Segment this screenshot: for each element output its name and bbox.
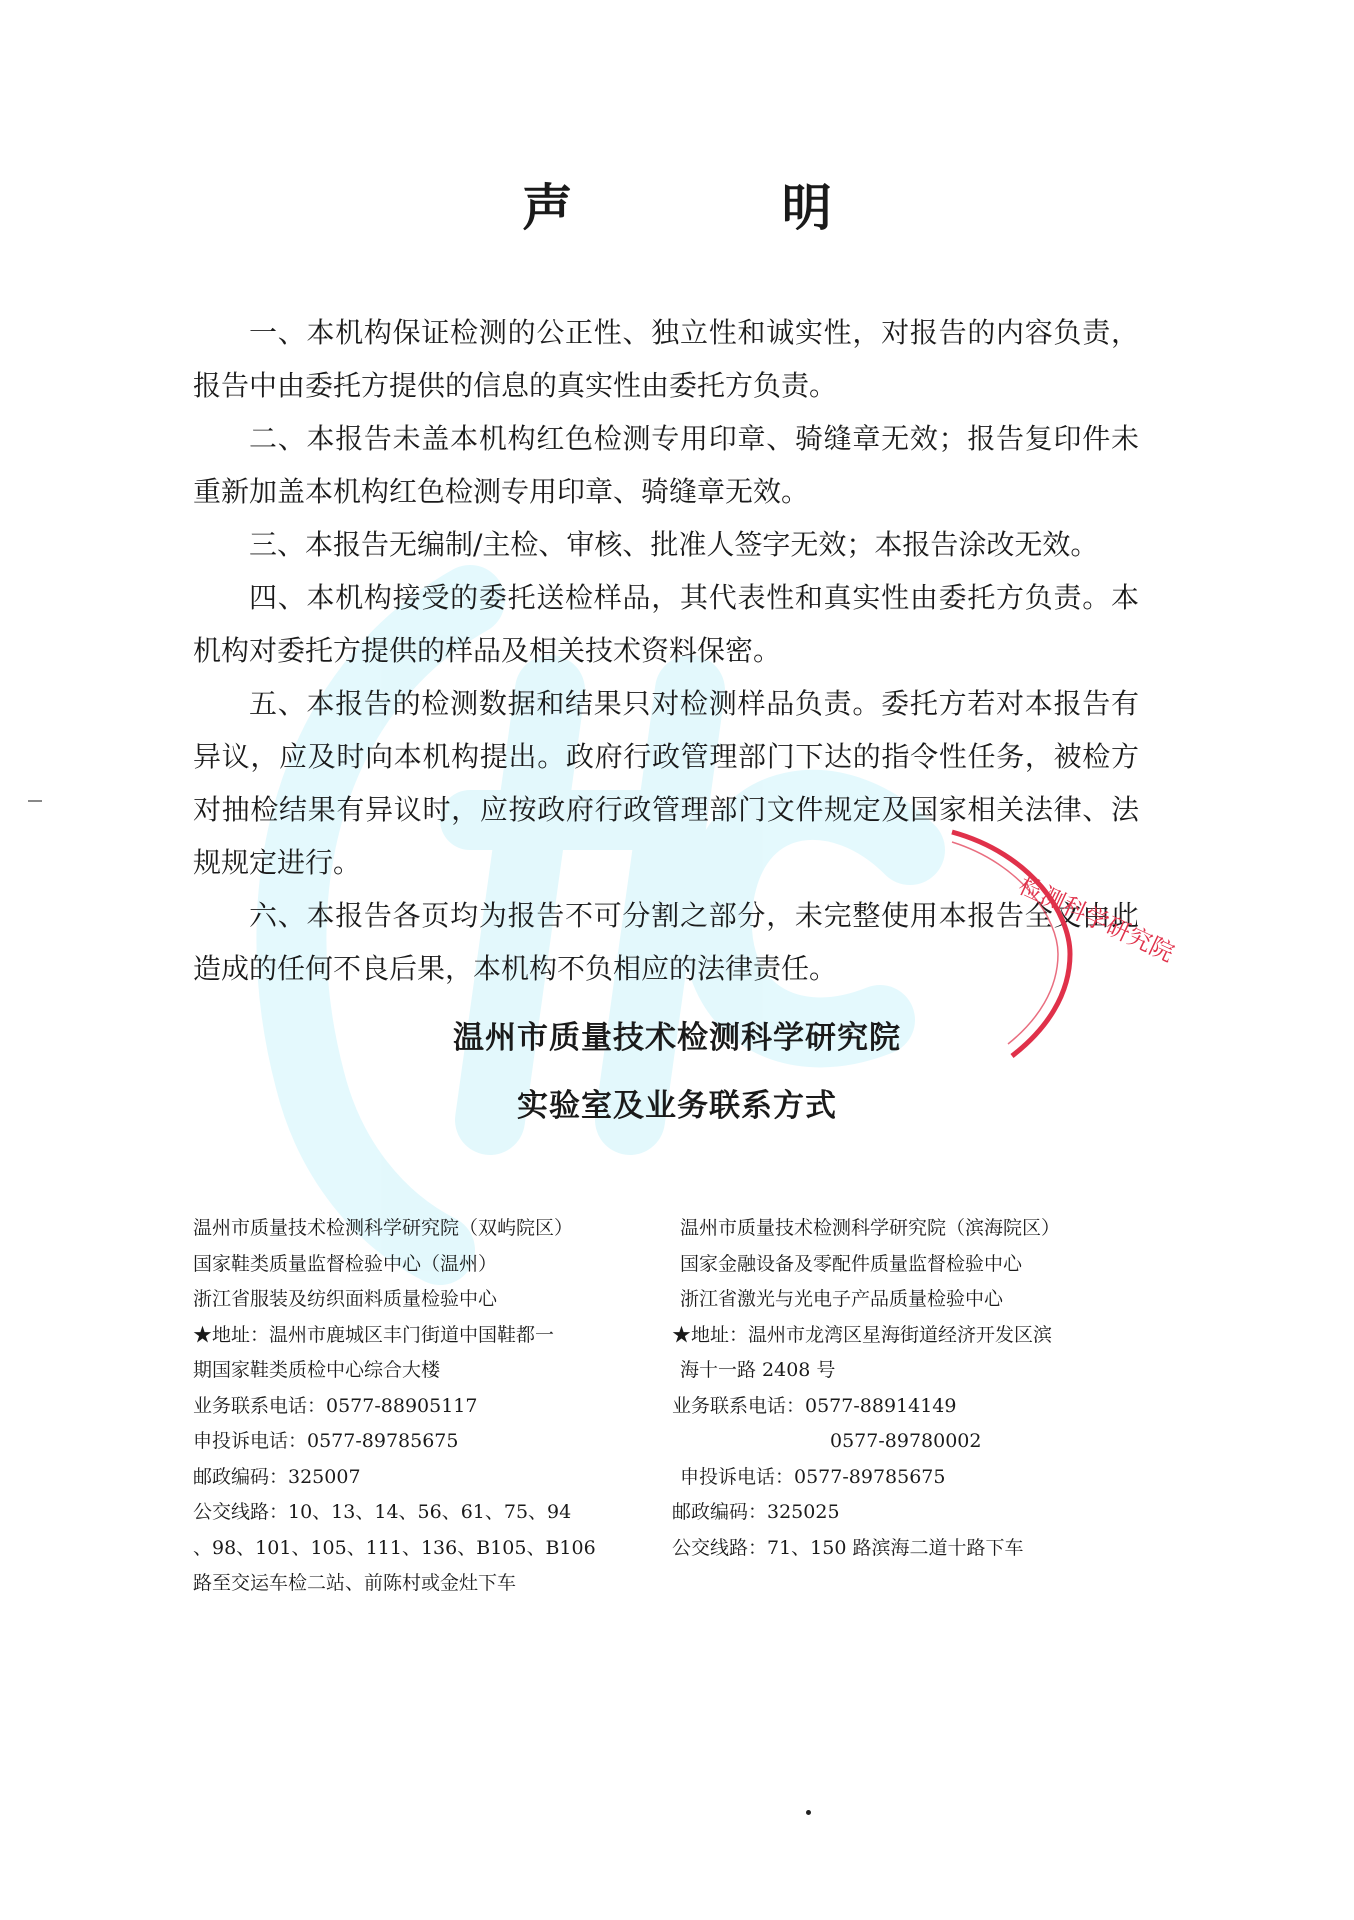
right-contact-line: 申投诉电话：0577-89785675: [680, 1465, 946, 1488]
left-contact-line: 公交线路：10、13、14、56、61、75、94: [193, 1501, 572, 1523]
statement-6: 六、本报告各页均为报告不可分割之部分，未完整使用本报告全文由此造成的任何不良后果，本机构不负相应的法律责任。: [193, 899, 1139, 985]
seal-ring: [952, 832, 1070, 1056]
left-contact-line: 、98、101、105、111、136、B105、B106: [193, 1536, 596, 1559]
left-contact-line: 温州市质量技术检测科学研究院（双屿院区）: [193, 1217, 574, 1239]
left-contact-line: 浙江省服装及纺织面料质量检验中心: [193, 1288, 498, 1310]
statement-1: 一、本机构保证检测的公正性、独立性和诚实性，对报告的内容负责，报告中由委托方提供的信息的真实性由委托方负责。: [193, 316, 1139, 402]
right-contact-line: 业务联系电话：0577-88914149: [672, 1394, 957, 1417]
statement-2: 二、本报告未盖本机构红色检测专用印章、骑缝章无效；报告复印件未重新加盖本机构红色检测专用印章、骑缝章无效。: [193, 422, 1139, 508]
left-contact-line: 业务联系电话：0577-88905117: [193, 1394, 478, 1417]
right-contact-line: 浙江省激光与光电子产品质量检验中心: [680, 1288, 1004, 1310]
right-contact-line: 公交线路：71、150 路滨海二道十路下车: [672, 1536, 1024, 1559]
organization-name: 温州市质量技术检测科学研究院: [453, 1020, 901, 1056]
right-contact-line: 海十一路 2408 号: [680, 1359, 836, 1381]
right-contact-line: 温州市质量技术检测科学研究院（滨海院区）: [680, 1217, 1061, 1239]
left-contact-line: 路至交运车检二站、前陈村或金灶下车: [193, 1572, 517, 1594]
seal-inner-ring: [952, 842, 1058, 1044]
left-contact-line: 申投诉电话：0577-89785675: [193, 1430, 459, 1452]
left-contact-line: ★地址：温州市鹿城区丰门街道中国鞋都一: [193, 1323, 555, 1346]
left-contact-line: 期国家鞋类质检中心综合大楼: [193, 1359, 441, 1381]
page-title: 声 明: [522, 178, 928, 237]
statement-3: 三、本报告无编制/主检、审核、批准人签字无效；本报告涂改无效。: [249, 528, 1099, 561]
left-contact-block: [193, 1211, 613, 1602]
contact-title: 实验室及业务联系方式: [517, 1088, 837, 1124]
right-contact-line: 国家金融设备及零配件质量监督检验中心: [680, 1252, 1023, 1275]
seal-lettering: 检测科学研究院: [1014, 871, 1179, 968]
statement-4: 四、本机构接受的委托送检样品，其代表性和真实性由委托方负责。本机构对委托方提供的样品及相关技术资料保密。: [193, 581, 1139, 667]
right-contact-line: 0577-89780002: [830, 1430, 982, 1452]
margin-mark: [28, 800, 42, 802]
statement-5: 五、本报告的检测数据和结果只对检测样品负责。委托方若对本报告有异议，应及时向本机构提出。政府行政管理部门下达的指令性任务，被检方对抽检结果有异议时，应按政府行政管理部门文件规定及国家相关法律、法规规定进行。: [193, 687, 1139, 879]
red-seal-stamp: [952, 824, 1179, 1064]
right-contact-block: [672, 1211, 1092, 1566]
right-contact-line: 邮政编码：325025: [672, 1501, 840, 1523]
left-contact-line: 国家鞋类质量监督检验中心（温州）: [193, 1252, 498, 1275]
right-contact-line: ★地址：温州市龙湾区星海街道经济开发区滨: [672, 1323, 1053, 1346]
left-contact-line: 邮政编码：325007: [193, 1465, 361, 1488]
page-dot: [806, 1810, 811, 1815]
